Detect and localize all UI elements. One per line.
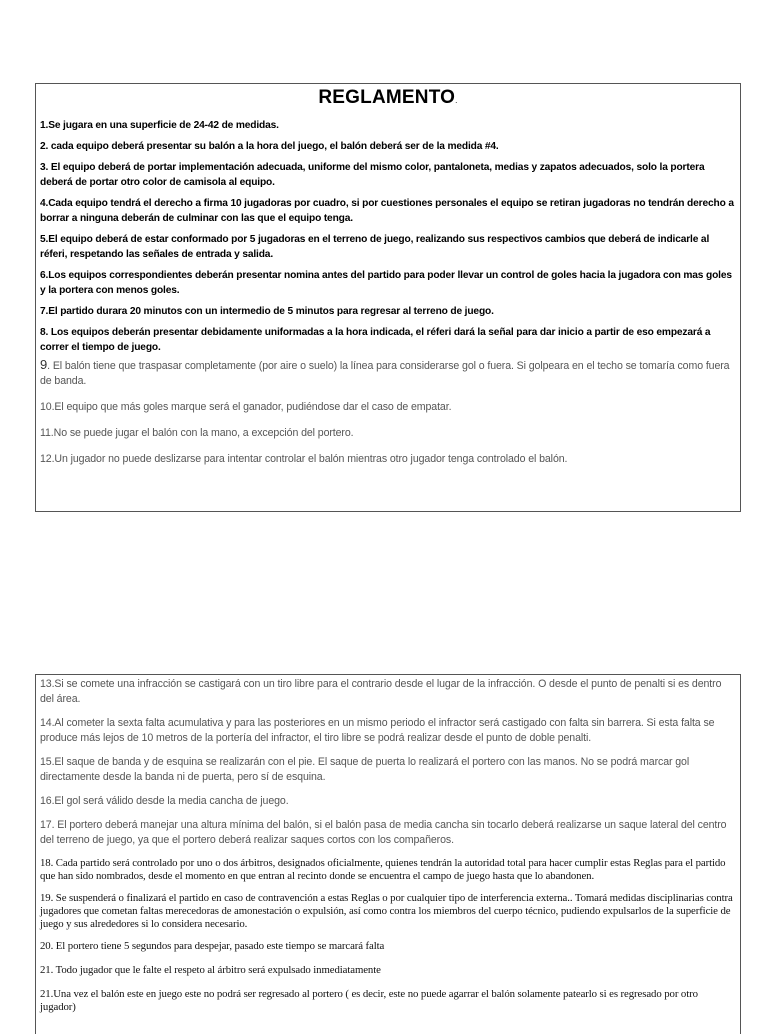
rule-10: 10.El equipo que más goles marque será el ganador, pudiéndose dar el caso de empatar. xyxy=(40,401,452,413)
rule-3: 3. El equipo deberá de portar implementación adecuada, uniforme del mismo color, pantaloneta, medias y zapatos adecuados, solo la portera deberá de portar otro color de camisola al equipo. xyxy=(40,162,705,188)
rule-9 xyxy=(40,357,736,389)
rule-9-number: 9 xyxy=(40,357,48,372)
page-title xyxy=(40,87,736,109)
rule-18: 18. Cada partido será controlado por uno o dos árbitros, designados oficialmente, quienes tendrán la autoridad total para hacer cumplir estas Reglas para el partido que han sido nombrados, desde el momento en que entran al recinto donde se encuentra el campo de juego hasta que lo abandonen. xyxy=(40,857,726,882)
rule-17: 17. El portero deberá manejar una altura mínima del balón, si el balón pasa de media cancha sin tocarlo deberá realizarse un saque lateral del centro del terreno de juego, ya que el portero deberá realizar saques cortos con los compañeros. xyxy=(40,819,727,846)
rule-20: 20. El portero tiene 5 segundos para despejar, pasado este tiempo se marcará falta xyxy=(40,940,385,952)
rules-box-2 xyxy=(35,674,741,1034)
rule-2: 2. cada equipo deberá presentar su balón a la hora del juego, el balón deberá ser de la medida #4. xyxy=(40,141,499,152)
rules-box-1 xyxy=(35,83,741,512)
rule-19: 19. Se suspenderá o finalizará el partido en caso de contravención a estas Reglas o por cualquier tipo de interferencia externa.. Tomará medidas disciplinarias contra jugadores que cometan faltas merecedoras de amonestación o expulsión, así como contra los miembros del cuerpo técnico, pudiendo expulsarlos de la superficie de juego y sus alrededores si lo considera necesario. xyxy=(40,892,733,930)
rule-7: 7.El partido durara 20 minutos con un intermedio de 5 minutos para regresar al terreno de juego. xyxy=(40,306,494,317)
rule-12: 12.Un jugador no puede deslizarse para intentar controlar el balón mientras otro jugador tenga controlado el balón. xyxy=(40,453,568,465)
rule-13: 13.Si se comete una infracción se castigará con un tiro libre para el contrario desde el lugar de la infracción. O desde el punto de penalti si es dentro del área. xyxy=(40,678,722,705)
title-text: REGLAMENTO xyxy=(318,87,456,108)
rule-14: 14.Al cometer la sexta falta acumulativa y para las posteriores en un mismo periodo el infractor será castigado con falta sin barrera. Si esta falta se produce más lejos de 10 metros de la portería del infractor, el tiro libre se podrá realizar desde el punto de doble penalti. xyxy=(40,717,715,744)
rule-9-text: . El balón tiene que traspasar completamente (por aire o suelo) la línea para considerarse gol o fuera. Si golpeara en el techo se tomaría como fuera de banda. xyxy=(40,360,730,387)
rule-16: 16.El gol será válido desde la media cancha de juego. xyxy=(40,795,289,807)
rule-4: 4.Cada equipo tendrá el derecho a firma 10 jugadoras por cuadro, si por cuestiones personales el equipo se retiran jugadoras no tendrán derecho a borrar a ninguna deberán de culminar con las que el equipo tenga. xyxy=(40,198,734,224)
rule-8: 8. Los equipos deberán presentar debidamente uniformadas a la hora indicada, el réferi dará la señal para dar inicio a partir de eso empezará a correr el tiempo de juego. xyxy=(40,327,711,353)
rule-21b: 21.Una vez el balón este en juego este no podrá ser regresado al portero ( es decir, este no puede agarrar el balón solamente patearlo si es regresado por otro jugador) xyxy=(40,988,698,1013)
rule-11: 11.No se puede jugar el balón con la mano, a excepción del portero. xyxy=(40,427,354,439)
rule-6: 6.Los equipos correspondientes deberán presentar nomina antes del partido para poder llevar un control de goles hacia la jugadora con mas goles y la portera con menos goles. xyxy=(40,270,732,296)
rule-15: 15.El saque de banda y de esquina se realizarán con el pie. El saque de puerta lo realizará el portero con las manos. No se podrá marcar gol directamente desde la banda ni de puerta, pero sí de esquina. xyxy=(40,756,690,783)
rule-5: 5.El equipo deberá de estar conformado por 5 jugadoras en el terreno de juego, realizando sus respectivos cambios que deberá de indicarle al réferi, respetando las señales de entrada y salida. xyxy=(40,234,710,260)
rule-1: 1.Se jugara en una superficie de 24-42 de medidas. xyxy=(40,120,279,131)
title-dot: . xyxy=(455,96,458,105)
rule-21: 21. Todo jugador que le falte el respeto al árbitro será expulsado inmediatamente xyxy=(40,964,381,976)
